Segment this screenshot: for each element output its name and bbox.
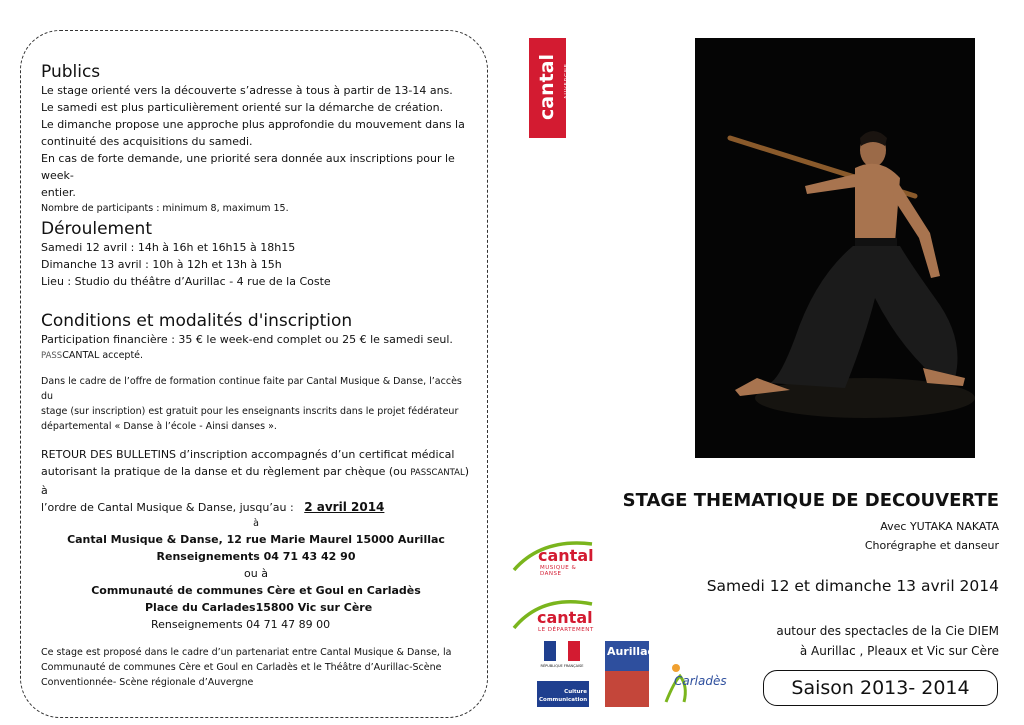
section-publics bbox=[41, 62, 476, 216]
passcantal-line: PASSCANTAL accepté. bbox=[41, 350, 144, 361]
section-conditions bbox=[41, 311, 476, 690]
conditions-line: Participation financière : 35 € le week-end complet ou 25 € le samedi seul. bbox=[41, 333, 453, 346]
conditions-line: départemental « Danse à l’école - Ainsi danses ». bbox=[41, 421, 277, 432]
section-deroulement bbox=[41, 219, 476, 290]
cantal-auvergne-logo: cantal AUVERGNE bbox=[529, 38, 566, 138]
phone-communaute: Renseignements 04 71 47 89 00 bbox=[151, 618, 331, 631]
retour-line: RETOUR DES BULLETINS d’inscription accompagnés d’un certificat médical bbox=[41, 448, 455, 461]
retour-line: l’ordre de Cantal Musique & Danse, jusqu’au : 2 avril 2014 bbox=[41, 500, 385, 514]
event-dates: Samedi 12 et dimanche 13 avril 2014 bbox=[706, 577, 999, 595]
address-communaute: Communauté de communes Cère et Goul en Carladès bbox=[91, 584, 421, 597]
address-ou: ou à bbox=[244, 567, 268, 580]
deadline-date: 2 avril 2014 bbox=[304, 500, 385, 514]
artist-name: YUTAKA NAKATA bbox=[909, 520, 999, 533]
publics-line: continuité des acquisitions du samedi. bbox=[41, 135, 253, 148]
footer-line: Communauté de communes Cère et Goul en Carladès et le Théâtre d’Aurillac-Scène bbox=[41, 662, 442, 673]
republique-francaise-logo: RÉPUBLIQUE FRANÇAISE bbox=[536, 641, 588, 675]
publics-line: Le dimanche propose une approche plus approfondie du mouvement dans la bbox=[41, 118, 465, 131]
phone-cmd: Renseignements 04 71 43 42 90 bbox=[156, 550, 356, 563]
deroulement-heading: Déroulement bbox=[41, 219, 152, 239]
deroulement-line: Samedi 12 avril : 14h à 16h et 16h15 à 18h15 bbox=[41, 241, 296, 254]
flag-icon bbox=[544, 641, 580, 661]
event-lieux: à Aurillac , Pleaux et Vic sur Cère bbox=[799, 644, 999, 658]
cantal-departement-logo: cantal LE DÉPARTEMENT bbox=[512, 594, 597, 636]
culture-communication-logo: Culture Communication bbox=[537, 681, 589, 707]
aurillac-logo: Aurillac bbox=[605, 641, 649, 707]
publics-line: En cas de forte demande, une priorité sera donnée aux inscriptions pour le week- bbox=[41, 152, 455, 182]
cantal-musique-danse-logo: cantal MUSIQUE & DANSE bbox=[512, 536, 597, 574]
event-title: STAGE THEMATIQUE DE DECOUVERTE bbox=[622, 490, 999, 511]
artist-line: Avec YUTAKA NAKATA bbox=[880, 520, 999, 533]
footer-line: Conventionnée- Scène régionale d’Auvergne bbox=[41, 677, 254, 688]
artist-role: Chorégraphe et danseur bbox=[864, 539, 999, 552]
conditions-line: Dans le cadre de l’offre de formation continue faite par Cantal Musique & Danse, l’accès du bbox=[41, 376, 462, 402]
dancer-photo bbox=[695, 38, 975, 458]
address-cmd: Cantal Musique & Danse, 12 rue Marie Maurel 15000 Aurillac bbox=[67, 533, 445, 546]
deroulement-line: Dimanche 13 avril : 10h à 12h et 13h à 15h bbox=[41, 258, 282, 271]
publics-heading: Publics bbox=[41, 62, 101, 82]
publics-line: entier. bbox=[41, 186, 76, 199]
carlades-logo: Carladès bbox=[658, 662, 758, 706]
footer-line: Ce stage est proposé dans le cadre d’un partenariat entre Cantal Musique & Danse, la bbox=[41, 647, 452, 658]
participants-line: Nombre de participants : minimum 8, maximum 15. bbox=[41, 203, 289, 214]
conditions-heading: Conditions et modalités d'inscription bbox=[41, 311, 353, 331]
address-a: à bbox=[253, 518, 259, 529]
retour-line: autorisant la pratique de la danse et du règlement par chèque (ou PASSCANTAL) à bbox=[41, 465, 470, 497]
publics-line: Le samedi est plus particulièrement orienté sur la démarche de création. bbox=[41, 101, 444, 114]
deroulement-line: Lieu : Studio du théâtre d’Aurillac - 4 rue de la Coste bbox=[41, 275, 331, 288]
publics-line: Le stage orienté vers la découverte s’adresse à tous à partir de 13-14 ans. bbox=[41, 84, 453, 97]
conditions-line: stage (sur inscription) est gratuit pour les enseignants inscrits dans le projet fédérateur bbox=[41, 406, 459, 417]
address-place: Place du Carlades15800 Vic sur Cère bbox=[145, 601, 373, 614]
event-autour: autour des spectacles de la Cie DIEM bbox=[776, 624, 999, 638]
dancer-figure bbox=[695, 38, 975, 458]
saison-box: Saison 2013- 2014 bbox=[763, 670, 998, 706]
aurillac-town-icon bbox=[605, 671, 649, 707]
